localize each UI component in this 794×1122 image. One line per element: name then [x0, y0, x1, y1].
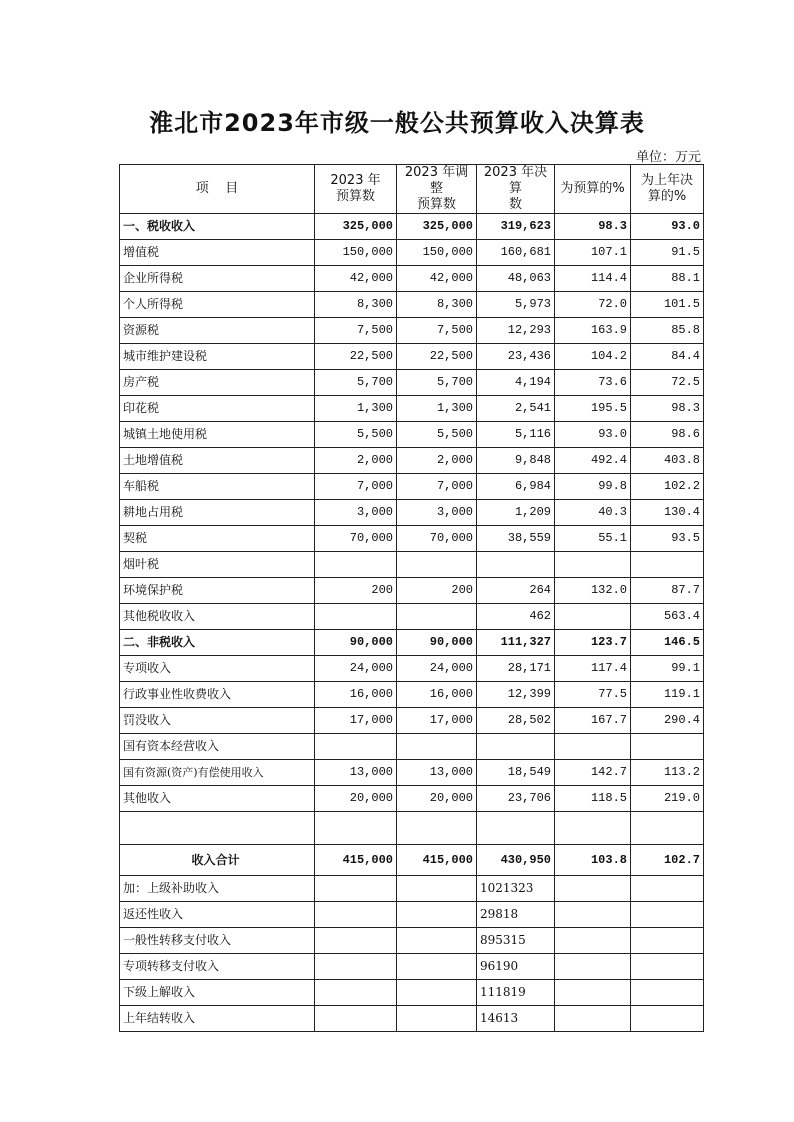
table-row — [120, 786, 704, 812]
cell-budget: 5,500 — [315, 422, 397, 448]
cell-final: 18,549 — [477, 760, 555, 786]
cell-budget — [315, 876, 397, 902]
cell-pct-budget: 492.4 — [555, 448, 631, 474]
cell-final: 14613 — [477, 1006, 555, 1032]
cell-final: 12,399 — [477, 682, 555, 708]
cell-adjusted — [397, 954, 477, 980]
row-label: 车船税 — [120, 474, 315, 500]
cell-pct-last: 102.2 — [631, 474, 704, 500]
cell-pct-budget: 163.9 — [555, 318, 631, 344]
cell-pct-budget — [555, 902, 631, 928]
cell-pct-budget — [555, 552, 631, 578]
table-row — [120, 526, 704, 552]
cell-final: 1021323 — [477, 876, 555, 902]
cell-budget: 42,000 — [315, 266, 397, 292]
cell-adjusted: 16,000 — [397, 682, 477, 708]
row-label: 其他税收收入 — [120, 604, 315, 630]
cell-budget: 325,000 — [315, 214, 397, 240]
table-row — [120, 448, 704, 474]
row-label: 专项收入 — [120, 656, 315, 682]
cell-budget: 3,000 — [315, 500, 397, 526]
row-label: 烟叶税 — [120, 552, 315, 578]
header-adjusted: 2023 年调整 预算数 — [397, 165, 477, 214]
cell-budget — [315, 902, 397, 928]
cell-budget — [315, 980, 397, 1006]
cell-pct-last: 102.7 — [631, 845, 704, 876]
cell-pct-last — [631, 1006, 704, 1032]
cell-pct-budget: 73.6 — [555, 370, 631, 396]
row-label: 契税 — [120, 526, 315, 552]
cell-adjusted: 70,000 — [397, 526, 477, 552]
row-label: 资源税 — [120, 318, 315, 344]
cell-final: 96190 — [477, 954, 555, 980]
cell-pct-budget: 167.7 — [555, 708, 631, 734]
revenue-table — [119, 164, 704, 1032]
header-pct-budget: 为预算的% — [555, 165, 631, 214]
cell-pct-last: 119.1 — [631, 682, 704, 708]
cell-pct-last: 98.6 — [631, 422, 704, 448]
row-label: 环境保护税 — [120, 578, 315, 604]
cell-budget: 22,500 — [315, 344, 397, 370]
table-row — [120, 474, 704, 500]
row-label: 一、税收收入 — [120, 214, 315, 240]
cell-adjusted: 1,300 — [397, 396, 477, 422]
row-label: 上年结转收入 — [120, 1006, 315, 1032]
cell-adjusted — [397, 876, 477, 902]
cell-adjusted: 200 — [397, 578, 477, 604]
table-row — [120, 760, 704, 786]
cell-adjusted: 90,000 — [397, 630, 477, 656]
cell-budget — [315, 928, 397, 954]
cell-adjusted: 150,000 — [397, 240, 477, 266]
table-row — [120, 708, 704, 734]
row-label: 国有资源(资产)有偿使用收入 — [120, 760, 315, 786]
cell-final: 29818 — [477, 902, 555, 928]
cell-pct-last: 403.8 — [631, 448, 704, 474]
cell-pct-last — [631, 734, 704, 760]
cell-adjusted: 24,000 — [397, 656, 477, 682]
cell-pct-last: 113.2 — [631, 760, 704, 786]
row-label: 收入合计 — [120, 845, 315, 876]
cell-budget: 2,000 — [315, 448, 397, 474]
cell-budget — [315, 1006, 397, 1032]
table-row — [120, 630, 704, 656]
table-row — [120, 656, 704, 682]
cell-budget: 8,300 — [315, 292, 397, 318]
cell-pct-budget — [555, 1006, 631, 1032]
cell-pct-budget: 195.5 — [555, 396, 631, 422]
cell-pct-last: 98.3 — [631, 396, 704, 422]
cell-pct-budget: 142.7 — [555, 760, 631, 786]
cell-pct-budget: 107.1 — [555, 240, 631, 266]
cell-final: 111819 — [477, 980, 555, 1006]
cell-pct-budget: 118.5 — [555, 786, 631, 812]
row-label: 二、非税收入 — [120, 630, 315, 656]
cell-final: 5,116 — [477, 422, 555, 448]
cell-pct-budget: 93.0 — [555, 422, 631, 448]
cell-adjusted: 17,000 — [397, 708, 477, 734]
row-label: 行政事业性收费收入 — [120, 682, 315, 708]
cell-pct-last: 91.5 — [631, 240, 704, 266]
table-row — [120, 954, 704, 980]
cell-pct-last: 93.5 — [631, 526, 704, 552]
cell-budget: 1,300 — [315, 396, 397, 422]
header-budget: 2023 年 预算数 — [315, 165, 397, 214]
row-label: 国有资本经营收入 — [120, 734, 315, 760]
unit-label: 单位：万元 — [635, 150, 701, 165]
cell-budget — [315, 812, 397, 845]
cell-final: 4,194 — [477, 370, 555, 396]
table-row — [120, 214, 704, 240]
cell-pct-budget — [555, 876, 631, 902]
row-label: 返还性收入 — [120, 902, 315, 928]
cell-adjusted — [397, 1006, 477, 1032]
table-row — [120, 552, 704, 578]
header-item: 项 目 — [120, 165, 315, 214]
cell-pct-budget — [555, 604, 631, 630]
cell-final: 28,171 — [477, 656, 555, 682]
row-label: 耕地占用税 — [120, 500, 315, 526]
cell-final: 264 — [477, 578, 555, 604]
cell-final: 38,559 — [477, 526, 555, 552]
cell-pct-budget: 123.7 — [555, 630, 631, 656]
row-label: 罚没收入 — [120, 708, 315, 734]
cell-adjusted — [397, 604, 477, 630]
table-row — [120, 578, 704, 604]
cell-pct-budget: 104.2 — [555, 344, 631, 370]
cell-budget: 7,000 — [315, 474, 397, 500]
table-row — [120, 292, 704, 318]
cell-budget: 5,700 — [315, 370, 397, 396]
cell-adjusted — [397, 812, 477, 845]
cell-final: 895315 — [477, 928, 555, 954]
cell-adjusted: 13,000 — [397, 760, 477, 786]
table-row — [120, 682, 704, 708]
cell-pct-budget: 114.4 — [555, 266, 631, 292]
cell-pct-last: 563.4 — [631, 604, 704, 630]
cell-final: 319,623 — [477, 214, 555, 240]
table-row — [120, 604, 704, 630]
table-row — [120, 422, 704, 448]
table-row — [120, 266, 704, 292]
cell-pct-budget — [555, 928, 631, 954]
cell-pct-last: 87.7 — [631, 578, 704, 604]
cell-final — [477, 552, 555, 578]
cell-budget: 24,000 — [315, 656, 397, 682]
cell-pct-budget: 77.5 — [555, 682, 631, 708]
row-label: 城市维护建设税 — [120, 344, 315, 370]
cell-final — [477, 812, 555, 845]
table-row — [120, 928, 704, 954]
header-final: 2023 年决算 数 — [477, 165, 555, 214]
cell-adjusted — [397, 980, 477, 1006]
cell-pct-last — [631, 812, 704, 845]
cell-final: 9,848 — [477, 448, 555, 474]
cell-adjusted — [397, 928, 477, 954]
cell-final: 48,063 — [477, 266, 555, 292]
cell-pct-budget: 72.0 — [555, 292, 631, 318]
cell-adjusted: 2,000 — [397, 448, 477, 474]
cell-budget: 7,500 — [315, 318, 397, 344]
cell-adjusted: 7,000 — [397, 474, 477, 500]
cell-pct-last: 72.5 — [631, 370, 704, 396]
cell-pct-last — [631, 980, 704, 1006]
table-row — [120, 902, 704, 928]
cell-pct-last: 219.0 — [631, 786, 704, 812]
table-row — [120, 1006, 704, 1032]
cell-final: 12,293 — [477, 318, 555, 344]
cell-adjusted: 5,500 — [397, 422, 477, 448]
cell-budget — [315, 954, 397, 980]
cell-pct-budget: 103.8 — [555, 845, 631, 876]
table-row — [120, 845, 704, 876]
table-header-row — [120, 165, 704, 214]
table-row — [120, 240, 704, 266]
cell-final: 2,541 — [477, 396, 555, 422]
table-row — [120, 370, 704, 396]
cell-pct-budget: 132.0 — [555, 578, 631, 604]
cell-pct-last — [631, 552, 704, 578]
table-row — [120, 500, 704, 526]
cell-adjusted: 22,500 — [397, 344, 477, 370]
cell-pct-budget — [555, 980, 631, 1006]
row-label: 城镇土地使用税 — [120, 422, 315, 448]
cell-budget: 70,000 — [315, 526, 397, 552]
cell-budget: 13,000 — [315, 760, 397, 786]
cell-pct-budget — [555, 812, 631, 845]
cell-pct-last: 88.1 — [631, 266, 704, 292]
cell-adjusted — [397, 902, 477, 928]
cell-final: 111,327 — [477, 630, 555, 656]
cell-adjusted: 415,000 — [397, 845, 477, 876]
cell-adjusted: 42,000 — [397, 266, 477, 292]
table-row — [120, 812, 704, 845]
cell-pct-last: 146.5 — [631, 630, 704, 656]
row-label: 土地增值税 — [120, 448, 315, 474]
row-label: 增值税 — [120, 240, 315, 266]
cell-pct-budget: 99.8 — [555, 474, 631, 500]
cell-adjusted — [397, 552, 477, 578]
cell-final: 23,706 — [477, 786, 555, 812]
cell-pct-budget — [555, 734, 631, 760]
cell-budget — [315, 604, 397, 630]
table-row — [120, 734, 704, 760]
cell-pct-last: 99.1 — [631, 656, 704, 682]
cell-adjusted — [397, 734, 477, 760]
cell-budget: 150,000 — [315, 240, 397, 266]
cell-pct-last: 290.4 — [631, 708, 704, 734]
cell-final: 6,984 — [477, 474, 555, 500]
row-label: 其他收入 — [120, 786, 315, 812]
cell-final — [477, 734, 555, 760]
cell-adjusted: 3,000 — [397, 500, 477, 526]
cell-pct-budget: 117.4 — [555, 656, 631, 682]
cell-budget: 16,000 — [315, 682, 397, 708]
cell-budget: 200 — [315, 578, 397, 604]
cell-adjusted: 8,300 — [397, 292, 477, 318]
cell-pct-last — [631, 954, 704, 980]
row-label: 房产税 — [120, 370, 315, 396]
cell-pct-budget: 98.3 — [555, 214, 631, 240]
cell-adjusted: 20,000 — [397, 786, 477, 812]
cell-budget: 17,000 — [315, 708, 397, 734]
row-label: 专项转移支付收入 — [120, 954, 315, 980]
header-pct-last-year: 为上年决 算的% — [631, 165, 704, 214]
cell-budget: 20,000 — [315, 786, 397, 812]
cell-adjusted: 7,500 — [397, 318, 477, 344]
cell-budget — [315, 552, 397, 578]
table-row — [120, 396, 704, 422]
cell-budget: 90,000 — [315, 630, 397, 656]
page-title: 淮北市2023年市级一般公共预算收入决算表 — [149, 109, 645, 137]
table-row — [120, 980, 704, 1006]
row-label: 加：上级补助收入 — [120, 876, 315, 902]
row-label: 下级上解收入 — [120, 980, 315, 1006]
cell-pct-budget: 55.1 — [555, 526, 631, 552]
row-label: 个人所得税 — [120, 292, 315, 318]
cell-final: 160,681 — [477, 240, 555, 266]
cell-pct-last: 130.4 — [631, 500, 704, 526]
cell-pct-last: 101.5 — [631, 292, 704, 318]
cell-pct-budget: 40.3 — [555, 500, 631, 526]
cell-final: 462 — [477, 604, 555, 630]
cell-pct-last: 93.0 — [631, 214, 704, 240]
cell-pct-last: 85.8 — [631, 318, 704, 344]
cell-adjusted: 5,700 — [397, 370, 477, 396]
row-label: 一般性转移支付收入 — [120, 928, 315, 954]
row-label: 企业所得税 — [120, 266, 315, 292]
cell-final: 23,436 — [477, 344, 555, 370]
cell-final: 1,209 — [477, 500, 555, 526]
cell-final: 5,973 — [477, 292, 555, 318]
cell-budget — [315, 734, 397, 760]
cell-final: 430,950 — [477, 845, 555, 876]
row-label: 印花税 — [120, 396, 315, 422]
cell-pct-last — [631, 876, 704, 902]
cell-pct-budget — [555, 954, 631, 980]
cell-final: 28,502 — [477, 708, 555, 734]
cell-pct-last — [631, 902, 704, 928]
table-row — [120, 318, 704, 344]
cell-pct-last: 84.4 — [631, 344, 704, 370]
cell-pct-last — [631, 928, 704, 954]
table-row — [120, 876, 704, 902]
row-label — [120, 812, 315, 845]
cell-budget: 415,000 — [315, 845, 397, 876]
table-row — [120, 344, 704, 370]
cell-adjusted: 325,000 — [397, 214, 477, 240]
